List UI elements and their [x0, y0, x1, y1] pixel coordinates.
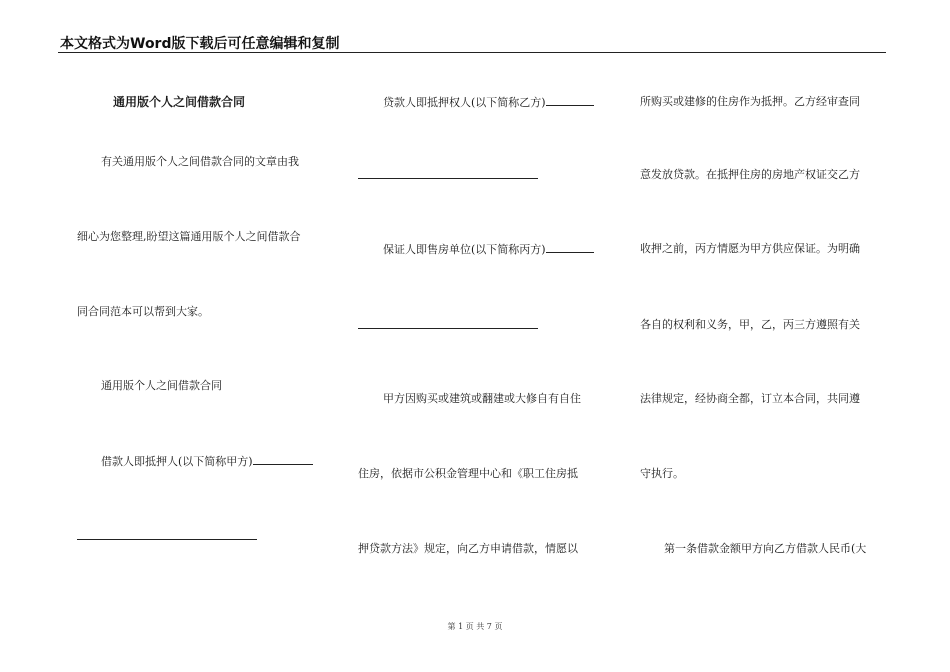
- guarantor-line: [383, 242, 594, 257]
- fill-in-rule: [358, 328, 538, 329]
- lender-blank: [546, 95, 594, 106]
- page-header-title: 本文格式为Word版下载后可任意编辑和复制: [60, 36, 340, 52]
- paragraph-line: 意发放贷款。在抵押住房的房地产权证交乙方: [640, 168, 860, 181]
- lender-line: [383, 95, 594, 110]
- section-heading: 通用版个人之间借款合同: [101, 379, 222, 392]
- paragraph-line: 有关通用版个人之间借款合同的文章由我: [101, 155, 299, 168]
- document-title: 通用版个人之间借款合同: [113, 95, 246, 109]
- paragraph-line: 各自的权利和义务，甲，乙，丙三方遵照有关: [640, 318, 860, 331]
- paragraph-line: 所购买或建修的住房作为抵押。乙方经审查同: [640, 95, 860, 108]
- borrower-line: [101, 454, 313, 469]
- paragraph-line: 同合同范本可以帮到大家。: [77, 305, 209, 318]
- paragraph-line: 第一条借款金额甲方向乙方借款人民币(大: [664, 542, 867, 555]
- borrower-label: 借款人即抵押人(以下简称甲方): [101, 455, 253, 468]
- paragraph-line: 法律规定，经协商全都，订立本合同，共同遵: [640, 392, 860, 405]
- fill-in-rule: [358, 178, 538, 179]
- paragraph-line: 甲方因购买或建筑或翻建或大修自有自住: [383, 392, 581, 405]
- paragraph-line: 细心为您整理,盼望这篇通用版个人之间借款合: [77, 230, 301, 243]
- fill-in-rule: [77, 539, 257, 540]
- paragraph-line: 收押之前，丙方情愿为甲方供应保证。为明确: [640, 242, 860, 255]
- guarantor-blank: [546, 242, 594, 253]
- guarantor-label: 保证人即售房单位(以下简称丙方): [383, 243, 546, 256]
- page-number: 第 1 页 共 7 页: [447, 622, 503, 631]
- paragraph-line: 押贷款方法》规定，向乙方申请借款，情愿以: [358, 542, 578, 555]
- borrower-blank: [253, 454, 313, 465]
- lender-label: 贷款人即抵押权人(以下简称乙方): [383, 96, 546, 109]
- paragraph-line: 守执行。: [640, 467, 684, 480]
- paragraph-line: 住房，依据市公积金管理中心和《职工住房抵: [358, 467, 578, 480]
- header-divider: [58, 52, 886, 53]
